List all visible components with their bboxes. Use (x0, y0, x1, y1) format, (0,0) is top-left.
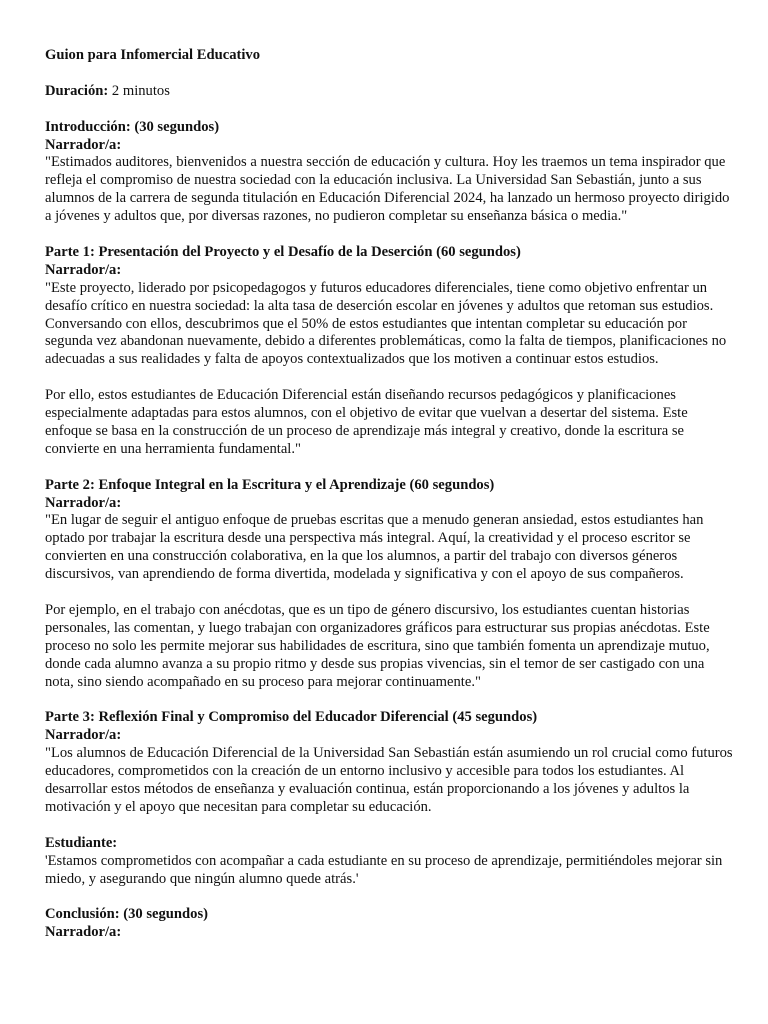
section-paragraph: "Estimados auditores, bienvenidos a nuestra sección de educación y cultura. Hoy les traemos un tema inspirador que refleja el compromiso de nuestra sociedad con la educación inclusiva. La Universidad San Sebastián, junto a sus alumnos de la carrera de segunda titulación en Educación Diferencial 2024, ha lanzado un hermoso proyecto dirigido a jóvenes y adultos que, por diversas razones, no pudieron completar su enseñanza básica o media." (45, 154, 730, 225)
duration-value: 2 minutos (108, 82, 170, 99)
section-heading-conclusion: Conclusión: (30 segundos) (45, 906, 208, 923)
section-paragraph: Por ello, estos estudiantes de Educación Diferencial están diseñando recursos pedagógicos y planificaciones especialmente adaptadas para estos alumnos, con el objetivo de evitar que vuelvan a desertar del sistema. Este enfoque se basa en la construcción de un proceso de aprendizaje más integral y creativo, donde la escritura se convierte en una herramienta fundamental." (45, 387, 688, 457)
document-page (45, 47, 735, 942)
speaker-label: Narrador/a: (45, 494, 122, 511)
section-paragraph: Por ejemplo, en el trabajo con anécdotas, que es un tipo de género discursivo, los estudiantes cuentan historias personales, las comentan, y luego trabajan con organizadores gráficos para estructurar sus propias anécdotas. Este proceso no solo les permite mejorar sus habilidades de escritura, sino que también fomenta un aprendizaje mutuo, donde cada alumno avanza a su propio ritmo y desde sus propias vivencias, sin el temor de ser castigado con una nota, sino siendo acompañado en su proceso para mejorar continuamente." (45, 602, 710, 690)
section-heading-part-3: Parte 3: Reflexión Final y Compromiso del Educador Diferencial (45 segundos) (45, 709, 538, 726)
section-heading-part-1: Parte 1: Presentación del Proyecto y el Desafío de la Deserción (60 segundos) (45, 243, 521, 260)
section-paragraph: "Los alumnos de Educación Diferencial de la Universidad San Sebastián están asumiendo un rol crucial como futuros educadores, comprometidos con la creación de un entorno inclusivo y accesible para todos los estudiantes. Al desarrollar estos métodos de enseñanza y evaluación continua, están proporcionando a los jóvenes y adultos la motivación y el apoyo que necesitan para completar su educación. (45, 745, 733, 815)
speaker-label: Narrador/a: (45, 924, 122, 941)
student-label: Estudiante: (45, 834, 118, 851)
document-title: Guion para Infomercial Educativo (45, 47, 261, 63)
section-heading-part-2: Parte 2: Enfoque Integral en la Escritura y el Aprendizaje (60 segundos) (45, 476, 495, 493)
speaker-label: Narrador/a: (45, 136, 122, 153)
section-heading-intro: Introducción: (30 segundos) (45, 118, 220, 135)
section-paragraph: "Este proyecto, liderado por psicopedagogos y futuros educadores diferenciales, tiene como objetivo enfrentar un desafío crítico en nuestra sociedad: la alta tasa de deserción escolar en jóvenes y adultos que retoman sus estudios. Conversando con ellos, descubrimos que el 50% de estos estudiantes que intentan completar su educación por segunda vez abandonan nuevamente, debido a diferentes problemáticas, como la falta de tiempos, planificaciones no adecuadas a sus realidades y falta de apoyos contextualizados que los motiven a continuar estos estudios. (45, 279, 727, 368)
section-paragraph: "En lugar de seguir el antiguo enfoque de pruebas escritas que a menudo generan ansiedad, estos estudiantes han optado por trabajar la escritura desde una perspectiva más integral. Aquí, la creatividad y el proceso escritor se convierten en una construcción colaborativa, en la que los alumnos, a partir del trabajo con diversos géneros discursivos, van aprendiendo de forma divertida, modelada y significativa y con el apoyo de sus compañeros. (45, 512, 704, 583)
speaker-label: Narrador/a: (45, 727, 122, 744)
student-quote: 'Estamos comprometidos con acompañar a cada estudiante en su proceso de aprendizaje, permitiéndoles mejorar sin miedo, y asegurando que ningún alumno quede atrás.' (45, 852, 723, 887)
speaker-label: Narrador/a: (45, 261, 122, 278)
duration-label: Duración: (45, 82, 109, 99)
duration-line (45, 83, 735, 101)
